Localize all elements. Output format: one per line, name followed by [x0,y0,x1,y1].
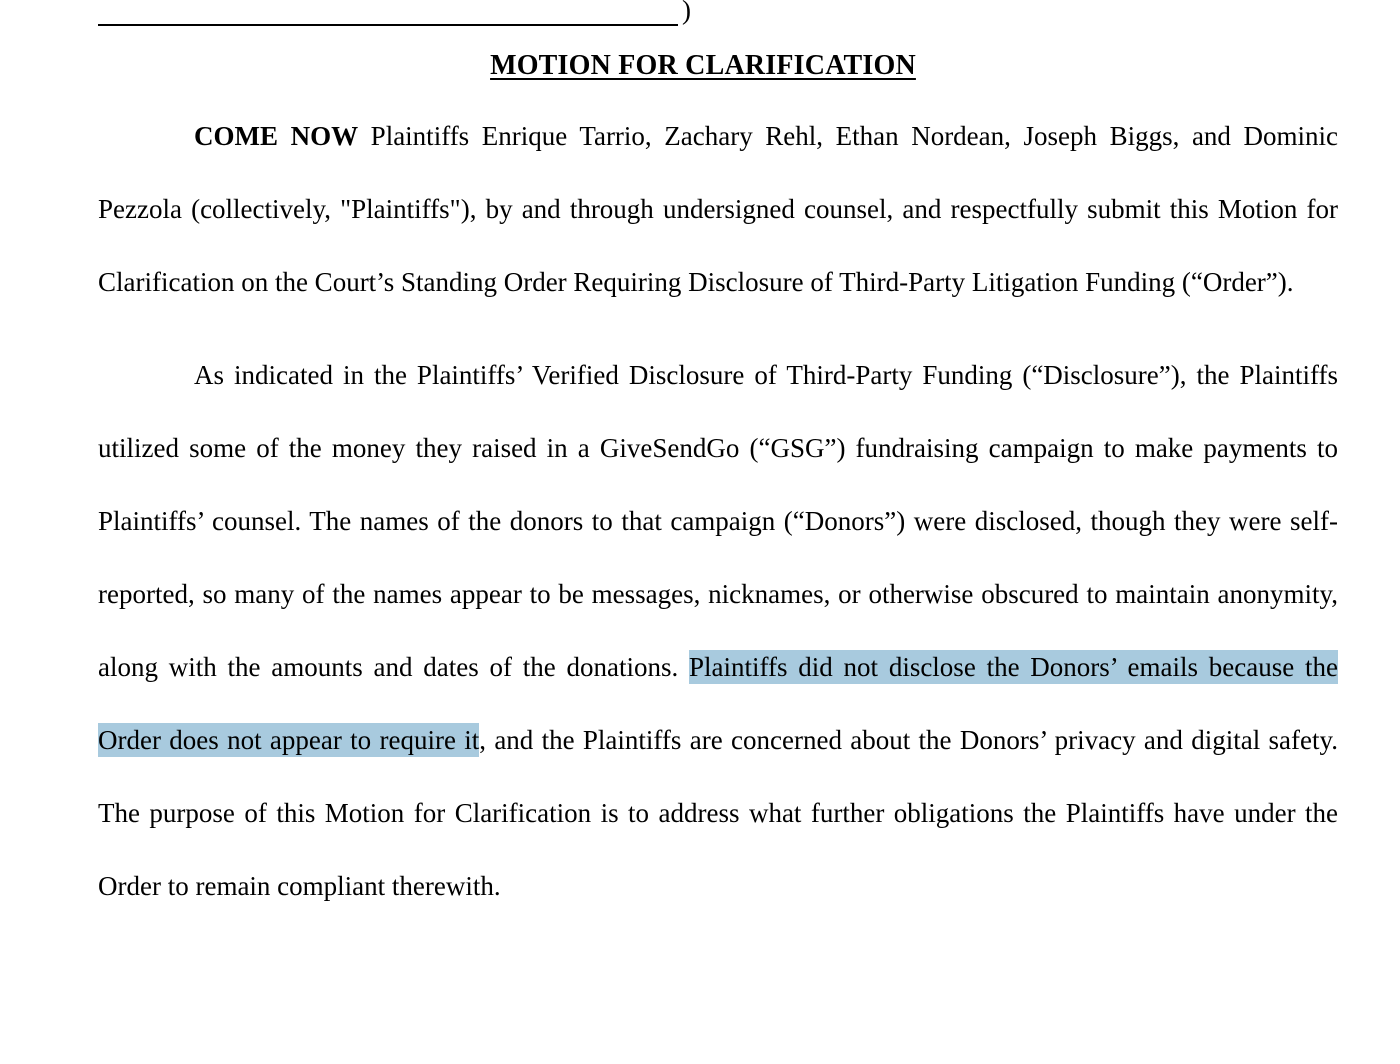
highlighted-text: Plaintiffs did not disclose the Donors’ emails because the Order does not appear to require it [98,652,1338,755]
come-now-text: Plaintiffs Enrique Tarrio, Zachary Rehl, Ethan Nordean, Joseph Biggs, and Dominic Pezzola (collectively, "Plaintiffs"), by and through undersigned counsel, and respectfully submit this Motion for Clarification on the Court’s Standing Order Requiring Disclosure of Third-Party Litigation Funding (“Order”). [98,121,1338,297]
paragraph-disclosure [98,339,1338,923]
disclosure-text-part-1: As indicated in the Plaintiffs’ Verified Disclosure of Third-Party Funding (“Disclosure”), the Plaintiffs utilized some of the money they raised in a GiveSendGo (“GSG”) fundraising campaign to make payments to Plaintiffs’ counsel. The names of the donors to that campaign (“Donors”) were disclosed, though they were self-reported, so many of the names appear to be messages, nicknames, or otherwise obscured to maintain anonymity, along with the amounts and dates of the donations. [98,360,1338,682]
disclosure-text-part-2: , and the Plaintiffs are concerned about the Donors’ privacy and digital safety. The purpose of this Motion for Clarification is to address what further obligations the Plaintiffs have under the Order to remain compliant therewith. [98,725,1338,901]
caption-divider-line [98,24,678,26]
caption-rule-tail: ) [682,0,691,25]
paragraph-come-now [98,100,1338,319]
page-title-text: MOTION FOR CLARIFICATION [490,50,916,81]
page-title [98,50,1338,82]
come-now-lead: COME NOW [194,121,359,151]
caption-rule-row [98,0,1338,25]
